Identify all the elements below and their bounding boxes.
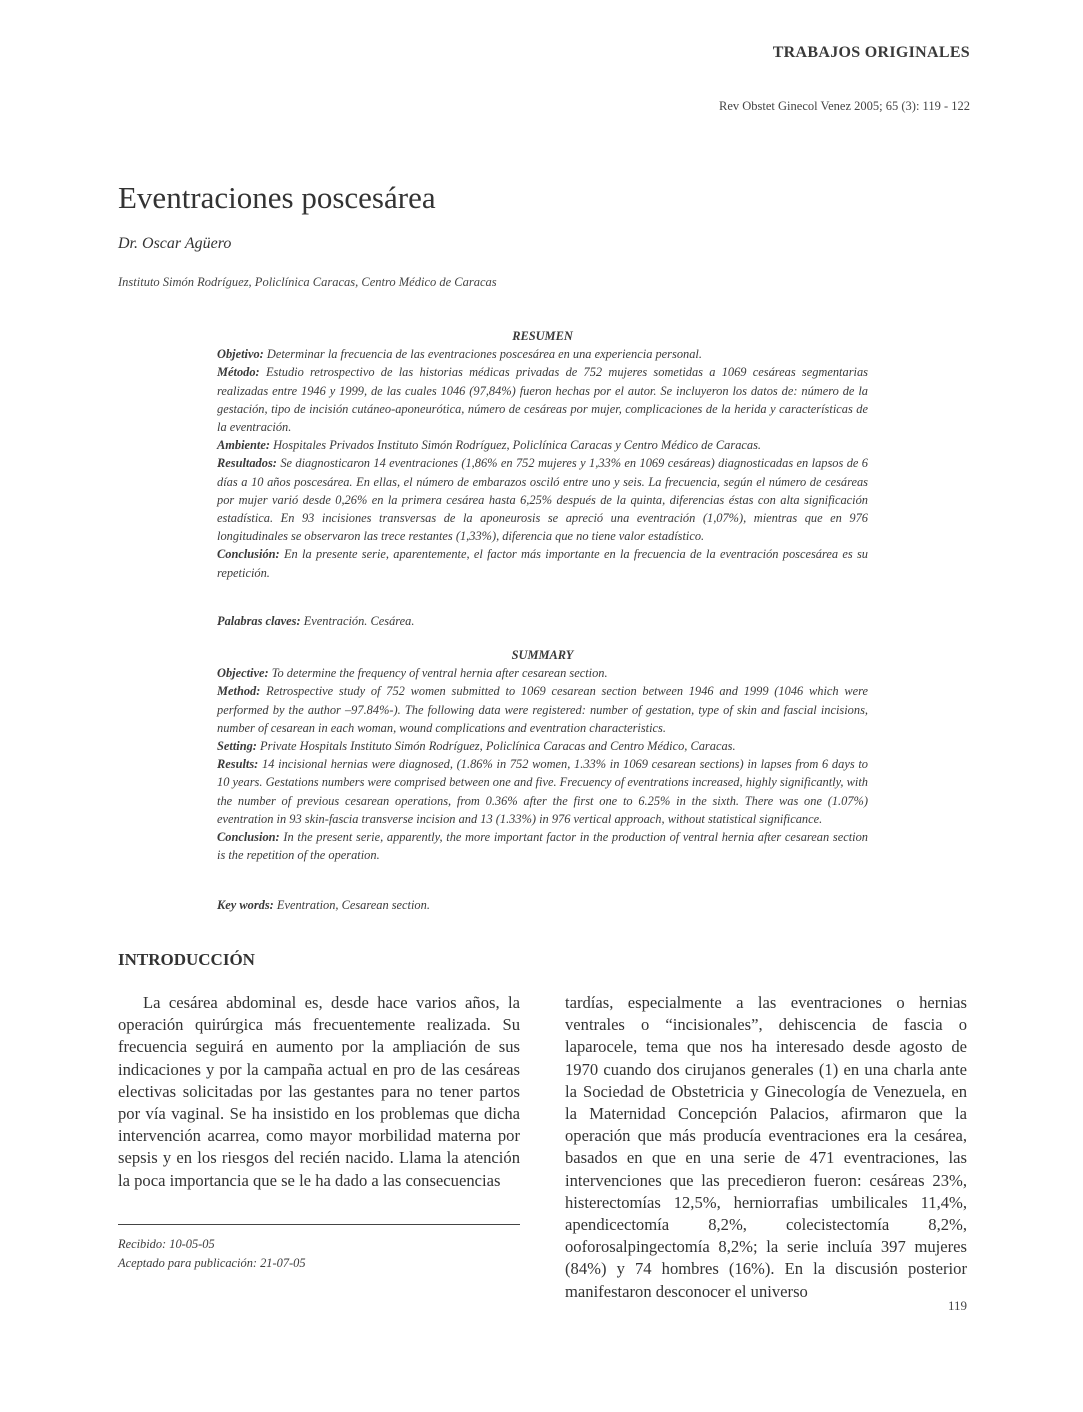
abstract-resumen	[217, 327, 868, 582]
article-title: Eventraciones poscesárea	[118, 180, 436, 215]
summary-objective: Objective: To determine the frequency of ventral hernia after cesarean section.	[217, 666, 608, 681]
summary-results: Results: 14 incisional hernias were diagnosed, (1.86% in 752 women, 1.33% in 1069 cesarean sections) in lapses from 6 days to 10 years. Gestations numbers were comprised between one and five. Frecuency of eventrations increased, highly significantly, with the number of previous cesarean operations, from 0.36% after the first one to 6.25% in the sixth. There was one (1.07%) eventration in 93 skin-fascia transverse incision and 13 (1.33%) in 976 vertical approach, without statistical significance.	[217, 757, 868, 826]
intro-paragraph: La cesárea abdominal es, desde hace varios años, la operación quirúrgica más frecuentemente realizada. Su frecuencia seguirá en aumento por la ampliación de sus indicaciones y por la campaña actual en pro de las cesáreas electivas solicitadas por las gestantes para no tener partos por vía vaginal. Se ha insistido en los problemas que dicha intervención acarrea, como mayor morbilidad materna por sepsis y en los riesgos del recién nacido. Llama la atención la poca importancia que se le ha dado a las consecuencias	[118, 993, 520, 1190]
body-column-left	[118, 992, 520, 1192]
summary-conclusion: Conclusion: In the present serie, apparently, the more important factor in the production of ventral hernia after cesarean section is the repetition of the operation.	[217, 830, 868, 863]
body-column-right	[565, 992, 967, 1303]
intro-paragraph-continued: tardías, especialmente a las eventraciones o hernias ventrales o “incisionales”, dehiscencia de fascia o laparocele, tema que nos ha interesado desde agosto de 1970 cuando dos cirujanos generales (1) en una charla ante la Sociedad de Obstetricia y Ginecología de Venezuela, en la Maternidad Concepción Palacios, afirmaron que la operación que más producía eventraciones era la cesárea, basados en que en una serie de 471 eventraciones, las intervenciones que las precedieron fueron: cesáreas 23%, histerectomías 12,5%, herniorrafias umbilicales 11,4%, apendicectomía 8,2%, colecistectomía 8,2%, ooforosalpingectomía 8,2%; la serie incluía 397 mujeres (84%) y 74 hombres (16%). En la discusión posterior manifestaron desconocer el universo	[565, 993, 967, 1301]
accepted-date: Aceptado para publicación: 21-07-05	[118, 1255, 306, 1270]
summary-heading: SUMMARY	[511, 648, 574, 662]
journal-reference: Rev Obstet Ginecol Venez 2005; 65 (3): 119 - 122	[719, 99, 970, 113]
page-number: 119	[947, 1298, 967, 1313]
introduction-heading: INTRODUCCIÓN	[118, 950, 255, 969]
resumen-setting: Ambiente: Hospitales Privados Instituto Simón Rodríguez, Policlínica Caracas y Centro Médico de Caracas.	[217, 438, 762, 453]
author: Dr. Oscar Agüero	[118, 235, 232, 252]
keywords-es: Palabras claves: Eventración. Cesárea.	[217, 614, 415, 628]
resumen-results: Resultados: Se diagnosticaron 14 eventraciones (1,86% en 752 mujeres y 1,33% en 1069 cesáreas) diagnosticadas en lapsos de 6 días a 10 años poscesárea. En ellas, el número de embarazos osciló entre uno y seis. La frecuencia, según el número de cesáreas por mujer varió desde 0,26% en la primera cesárea hasta 6,25% después de la quinta, diferencias éstas con alta significación estadística. En 93 incisiones transversas de la aponeurosis se apreció una eventración (1,07%), mientras que en 976 longitudinales se observaron las trece restantes (1,33%), diferencia que no tiene valor estadístico.	[217, 456, 868, 544]
resumen-conclusion: Conclusión: En la presente serie, aparentemente, el factor más importante en la frecuencia de la eventración poscesárea es su repetición.	[217, 547, 868, 580]
summary-method: Method: Retrospective study of 752 women submitted to 1069 cesarean section between 1946 and 1999 (1046 which were performed by the author –97.84%-). The following data were registered: number of gestation, type of skin and fascial incisions, number of cesarean in each woman, wound complications and eventration characteristics.	[217, 684, 868, 735]
footnote-divider	[118, 1224, 520, 1225]
footnotes	[118, 1235, 306, 1272]
summary-setting: Setting: Private Hospitals Instituto Simón Rodríguez, Policlínica Caracas and Centro Médico, Caracas.	[217, 739, 736, 754]
resumen-heading: RESUMEN	[512, 329, 573, 343]
section-label: TRABAJOS ORIGINALES	[772, 44, 970, 61]
resumen-method: Método: Estudio retrospectivo de las historias médicas privadas de 752 mujeres sometidas a 1069 cesáreas segmentarias realizadas entre 1946 y 1999, de las cuales 1046 (97,84%) fueron hechas por el autor. Se incluyeron los datos de: número de la gestación, tipo de incisión cutáneo-aponeurótica, número de cesáreas por mujer, complicaciones de la herida y características de la eventración.	[217, 365, 868, 435]
received-date: Recibido: 10-05-05	[118, 1237, 215, 1251]
keywords-en: Key words: Eventration, Cesarean section.	[217, 898, 430, 912]
resumen-objective: Objetivo: Determinar la frecuencia de las eventraciones poscesárea en una experiencia personal.	[217, 347, 702, 362]
abstract-summary	[217, 646, 868, 864]
affiliation: Instituto Simón Rodríguez, Policlínica Caracas, Centro Médico de Caracas	[118, 275, 497, 289]
